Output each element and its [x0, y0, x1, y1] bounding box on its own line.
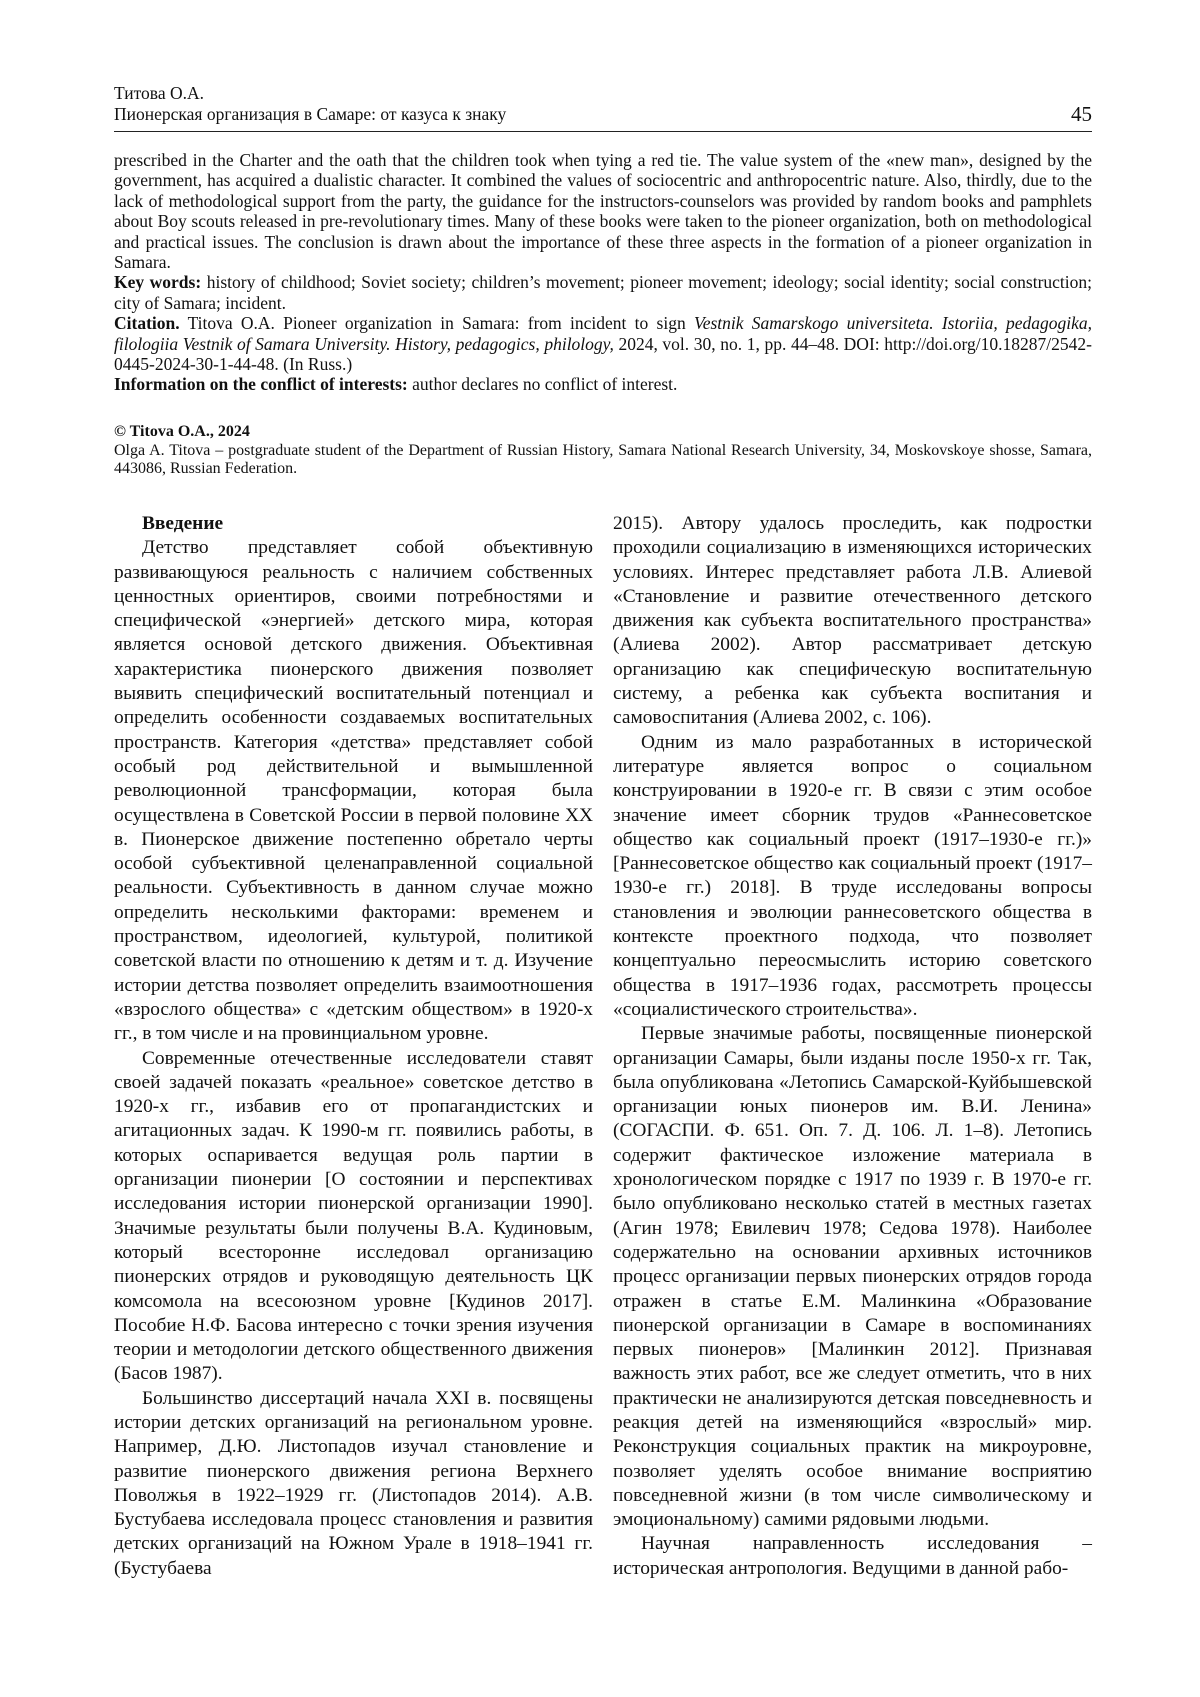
paragraph: Одним из мало разработанных в исторической литературе является вопрос о социальном конструировании в 1920-е гг. В связи с этим особое значение имеет сборник трудов «Раннесоветское общество как социальный проект (1917–1930-е гг.)» [Раннесоветское общество как социальный проект (1917–1930-е гг.) 2018]. В труде исследованы вопросы становления и эволюции раннесоветского общества в контексте проектного подхода, что позволяет концептуально переосмыслить историю советского общества в 1917–1936 годах, рассмотреть процессы «социалистического строительства». — [613, 731, 1092, 1020]
right-column — [613, 512, 1092, 1581]
header-rule — [114, 131, 1092, 132]
section-title: Введение — [142, 513, 224, 534]
header-article-title: Пионерская организация в Самаре: от казуса к знаку — [114, 104, 507, 124]
citation-label: Citation. — [114, 313, 180, 334]
conflict-label: Information on the conflict of interests: — [114, 374, 408, 395]
paragraph: Современные отечественные исследователи ставят своей задачей показать «реальное» советское детство в 1920-х гг., избавив его от пропагандистских и агитационных задач. К 1990-м гг. появились работы, в которых оспаривается ведущая роль партии в организации пионерии [О состоянии и перспективах исследования истории пионерской организации 1990]. Значимые результаты были получены В.А. Кудиновым, который всесторонне исследовал организацию пионерских отрядов и руководящую деятельность ЦК комсомола на всесоюзном уровне [Кудинов 2017]. Пособие Н.Ф. Басова интересно с точки зрения изучения теории и методологии детского общественного движения (Басов 1987). — [114, 1047, 593, 1385]
citation-journal: Vestnik Samarskogo universiteta. Istoriia, pedagogika, filologiia Vestnik of Samara University. History, pedagogics, philology, — [114, 313, 1093, 354]
abstract-text: prescribed in the Charter and the oath that the children took when tying a red tie. The value system of the «new man», designed by the government, has acquired a dualistic character. It combined the values of sociocentric and anthropocentric nature. Also, thirdly, due to the lack of methodological support from the party, the guidance for the instructors-counselors was provided by random books and pamphlets about Boy scouts released in pre-revolutionary times. Many of these books were taken to the pioneer organization, both on methodological and practical issues. The conclusion is drawn about the importance of these three aspects in the formation of a pioneer organization in Samara. — [114, 150, 1092, 273]
page-number: 45 — [1071, 102, 1092, 126]
english-abstract — [114, 150, 1092, 395]
keywords-line — [114, 272, 1092, 313]
copyright-block — [114, 423, 1092, 479]
keywords-label: Key words: — [114, 272, 202, 293]
header-author: Титова О.А. — [114, 83, 204, 103]
author-info: Olga A. Titova – postgraduate student of the Department of Russian History, Samara National Research University, 34, Moskovskoye shosse, Samara, 443086, Russian Federation. — [114, 441, 1092, 477]
citation-line — [114, 313, 1092, 374]
citation-details: 2024, vol. 30, no. 1, pp. 44–48. DOI: http://doi.org/10.18287/2542-0445-2024-30-1-44-48. (In Russ.) — [114, 333, 1092, 375]
paragraph: Большинство диссертаций начала XXI в. посвящены истории детских организаций на региональном уровне. Например, Д.Ю. Листопадов изучал становление и развитие пионерского движения региона Верхнего Поволжья в 1922–1929 гг. (Листопадов 2014). А.В. Бустубаева исследовала процесс становления и развития детских организаций на Южном Урале в 1918–1941 гг. (Бустубаева — [114, 1387, 593, 1579]
paragraph-continuation: 2015). Автору удалось проследить, как подростки проходили социализацию в изменяющихся исторических условиях. Интерес представляет работа Л.В. Алиевой «Становление и развитие отечественного детского движения как субъекта воспитательного пространства» (Алиева 2002). Автор рассматривает детскую организацию как специфическую воспитательную систему, а ребенка как субъекта воспитания и самовоспитания (Алиева 2002, с. 106). — [613, 513, 1092, 729]
running-header — [114, 83, 1092, 125]
paragraph: Детство представляет собой объективную развивающуюся реальность с наличием собственных ценностных ориентиров, своими потребностями и специфической «энергией» детского мира, которая является основой детского движения. Объективная характеристика пионерского движения позволяет выявить специфический воспитательный потенциал и определить особенности создаваемых воспитательных пространств. Категория «детства» представляет собой особый род действительной и вымышленной революционной трансформации, которая была осуществлена в Советской России в первой половине XX в. Пионерское движение постепенно обретало черты особой субъективной целенаправленной социальной реальности. Субъективность в данном случае можно определить несколькими факторами: временем и пространством, идеологией, культурой, политикой советской власти по отношению к детям и т. д. Изучение истории детства позволяет определить взаимоотношения «взрослого общества» с «детским обществом» в 1920-х гг., в том числе и на провинциальном уровне. — [114, 537, 593, 1045]
paragraph: Научная направленность исследования – историческая антропология. Ведущими в данной рабо- — [613, 1533, 1092, 1579]
citation-text: Titova O.A. Pioneer organization in Samara: from incident to sign — [187, 313, 686, 334]
keywords-text: history of childhood; Soviet society; children’s movement; pioneer movement; ideology; social identity; social construction; city of Samara; incident. — [114, 272, 1093, 313]
left-column — [114, 512, 593, 1581]
copyright-line: © Titova O.A., 2024 — [114, 423, 250, 440]
conflict-text: author declares no conflict of interest. — [412, 374, 678, 395]
conflict-line — [114, 374, 1092, 394]
paragraph: Первые значимые работы, посвященные пионерской организации Самары, были изданы после 1950-х гг. Так, была опубликована «Летопись Самарской-Куйбышевской организации юных пионеров им. В.И. Ленина» (СОГАСПИ. Ф. 651. Оп. 7. Д. 106. Л. 1–8). Летопись содержит фактическое изложение материала в хронологическом порядке с 1917 по 1939 г. В 1970-е гг. было опубликовано несколько статей в местных газетах (Агин 1978; Евилевич 1978; Седова 1978). Наиболее содержательно на основании архивных источников процесс организации первых пионерских отрядов города отражен в статье Е.М. Малинкина «Образование пионерской организации в Самаре в воспоминаниях первых пионеров» [Малинкин 2012]. Признавая важность этих работ, все же следует отметить, что в них практически не анализируются детская повседневность и реакция детей на изменяющийся «взрослый» мир. Реконструкция социальных практик на микроуровне, позволяет уделять особое внимание восприятию повседневной жизни (в том числе символическому и эмоциональному) самими рядовыми людьми. — [613, 1023, 1092, 1531]
